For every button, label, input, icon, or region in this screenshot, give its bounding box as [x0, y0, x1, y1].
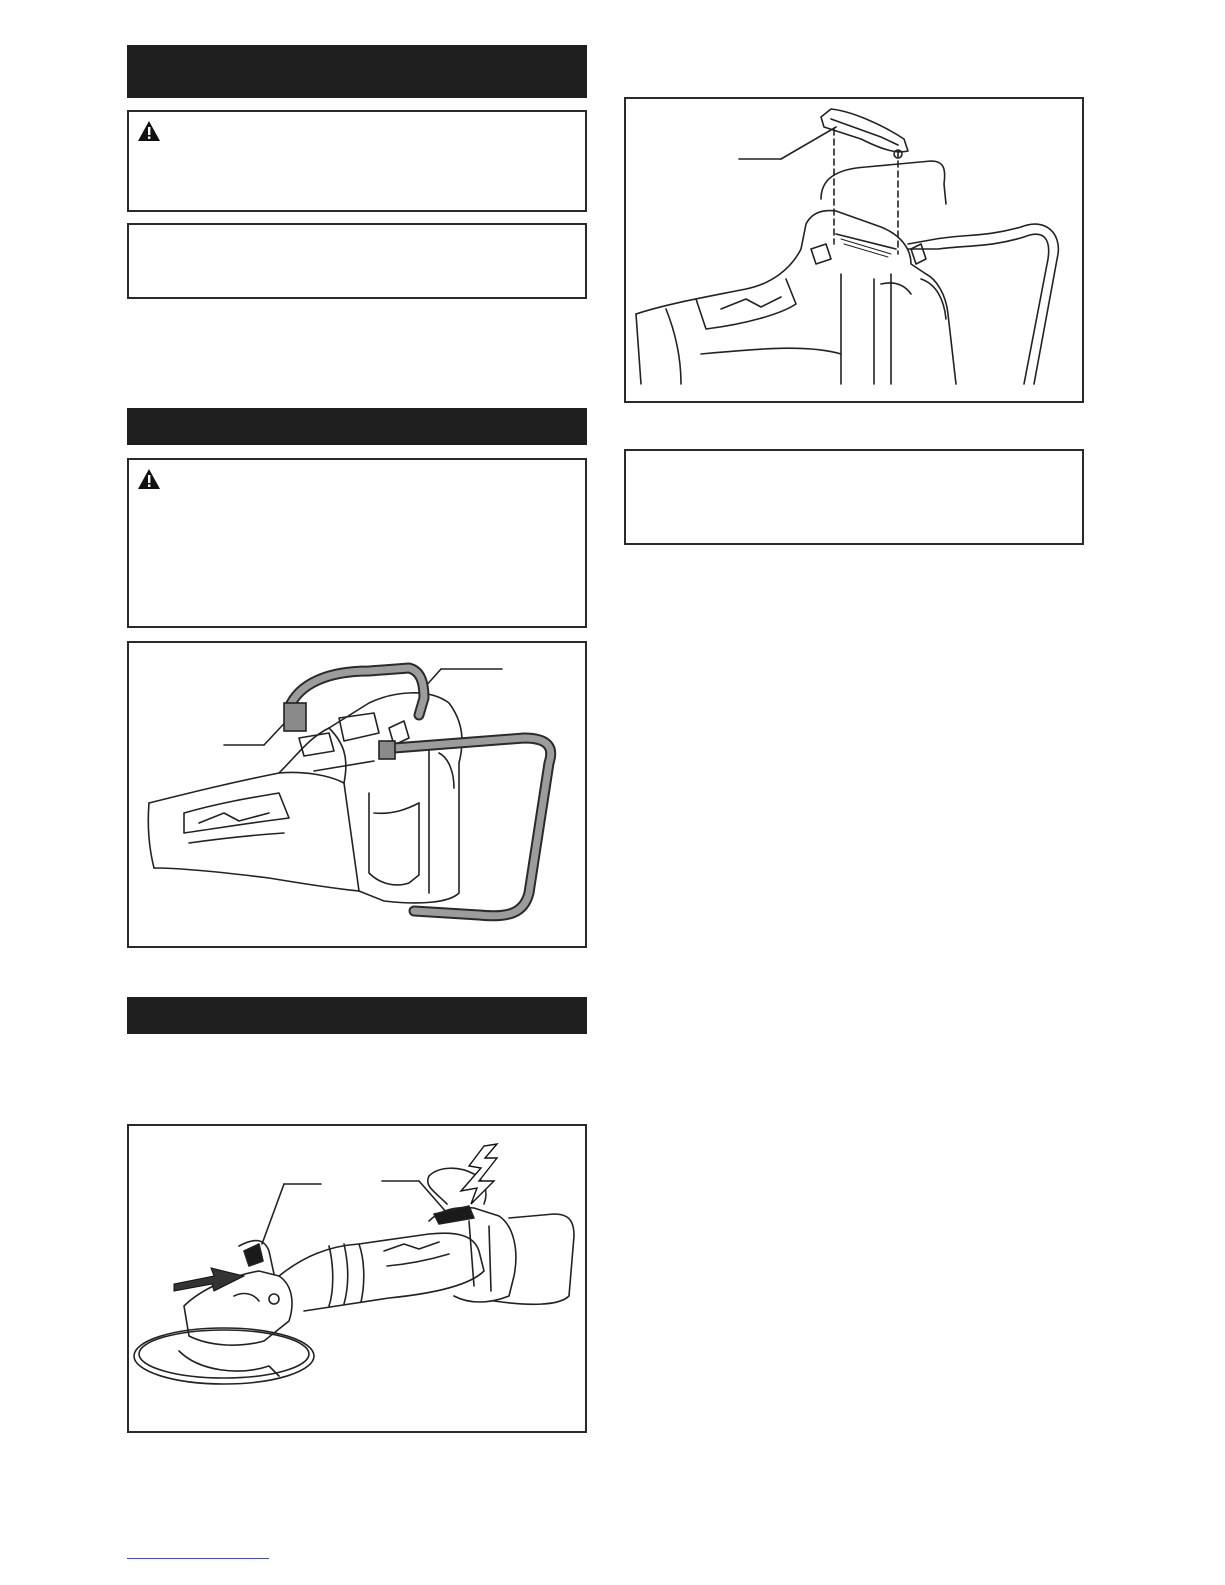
- grinder-handle-illustration: [129, 643, 585, 946]
- section-header-3: [127, 997, 587, 1034]
- warning-triangle-icon: [137, 468, 161, 490]
- figure-lock-plate: [624, 97, 1084, 403]
- lock-plate-illustration: [626, 99, 1082, 401]
- figure-handle-attachment: [127, 641, 587, 948]
- warning-triangle-icon: [137, 120, 161, 142]
- note-box-1: [127, 223, 587, 299]
- section-header-2: [127, 408, 587, 445]
- grinder-switch-illustration: [129, 1126, 585, 1431]
- section-header-1: [127, 45, 587, 98]
- footer-link-underline[interactable]: [127, 1558, 269, 1559]
- warning-box-2: [127, 458, 587, 628]
- note-box-2: [624, 449, 1084, 545]
- warning-box-1: [127, 110, 587, 212]
- figure-grinder-switches: [127, 1124, 587, 1433]
